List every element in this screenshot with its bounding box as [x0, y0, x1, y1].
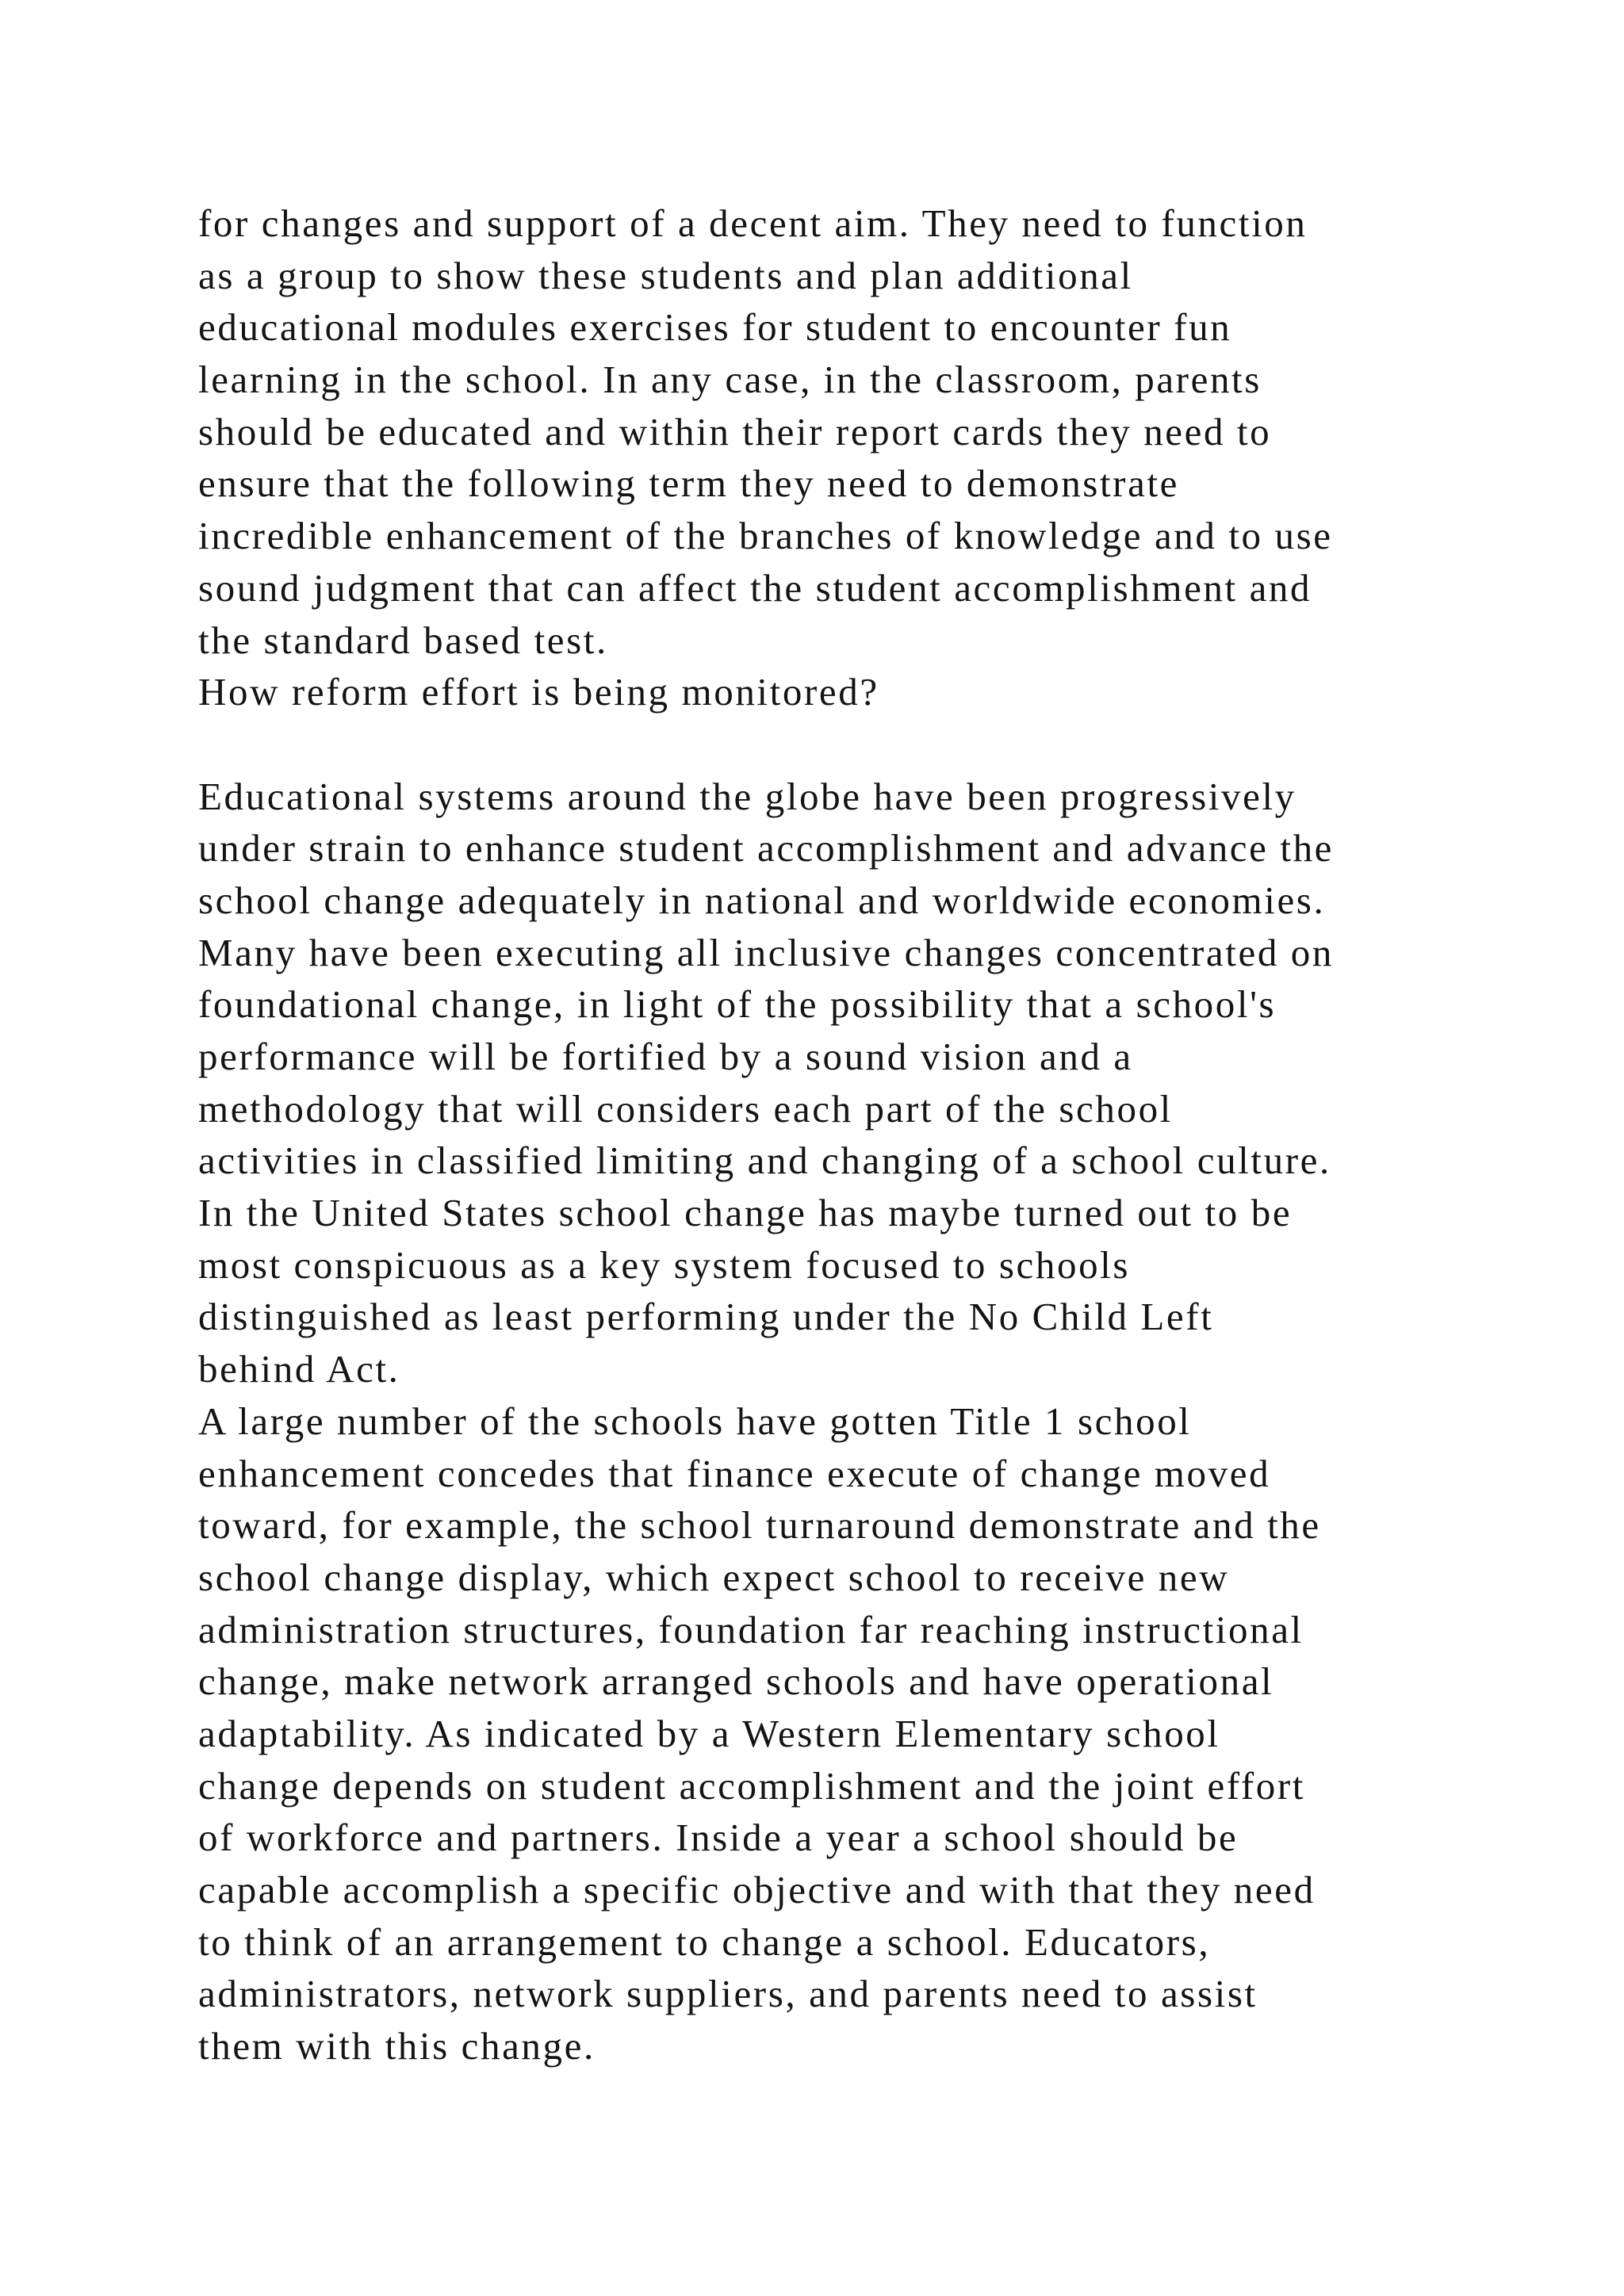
text-line: ensure that the following term they need to demonstrate — [198, 461, 1180, 506]
text-line: performance will be fortified by a sound vision and a — [198, 1035, 1133, 1078]
text-line: behind Act. — [198, 1347, 400, 1391]
document-body — [198, 197, 1507, 2072]
blank-line — [198, 718, 1507, 771]
text-line: activities in classified limiting and changing of a school culture. — [198, 1138, 1331, 1183]
text-line: distinguished as least performing under the No Child Left — [198, 1295, 1214, 1339]
text-line: methodology that will considers each part of the school — [198, 1086, 1173, 1131]
text-line: the standard based test. — [198, 618, 608, 662]
text-line: most conspicuous as a key system focused to schools — [198, 1242, 1131, 1287]
text-line: school change display, which expect school to receive new — [198, 1555, 1230, 1599]
text-line: Many have been executing all inclusive changes concentrated on — [198, 930, 1334, 974]
text-line: as a group to show these students and plan additional — [198, 253, 1133, 297]
text-line: should be educated and within their report cards they need to — [198, 409, 1272, 453]
text-line: enhancement concedes that finance execute of change moved — [198, 1451, 1271, 1495]
text-line: In the United States school change has maybe turned out to be — [198, 1191, 1293, 1235]
text-line: adaptability. As indicated by a Western Elementary school — [198, 1711, 1220, 1755]
section-heading: How reform effort is being monitored? — [198, 670, 879, 714]
text-line: toward, for example, the school turnaround demonstrate and the — [198, 1503, 1321, 1548]
text-line: Educational systems around the globe have been progressively — [198, 774, 1297, 818]
text-line: foundational change, in light of the possibility that a school's — [198, 982, 1277, 1027]
text-line: them with this change. — [198, 2024, 596, 2068]
text-line: for changes and support of a decent aim. They need to function — [198, 201, 1308, 245]
text-line: under strain to enhance student accomplishment and advance the — [198, 826, 1335, 871]
text-line: to think of an arrangement to change a school. Educators, — [198, 1919, 1211, 1964]
text-line: of workforce and partners. Inside a year a school should be — [198, 1816, 1239, 1860]
text-line: change depends on student accomplishment and the joint effort — [198, 1763, 1305, 1808]
text-line: change, make network arranged schools and have operational — [198, 1659, 1274, 1704]
text-line: administration structures, foundation far reaching instructional — [198, 1607, 1304, 1651]
text-line: A large number of the schools have gotten Title 1 school — [198, 1399, 1192, 1443]
text-line: administrators, network suppliers, and parents need to assist — [198, 1972, 1258, 2016]
text-line: educational modules exercises for student to encounter fun — [198, 305, 1232, 350]
text-line: capable accomplish a specific objective and with that they need — [198, 1868, 1316, 1911]
text-line: learning in the school. In any case, in the classroom, parents — [198, 358, 1262, 402]
text-line: incredible enhancement of the branches of knowledge and to use — [198, 514, 1333, 558]
text-line: school change adequately in national and worldwide economies. — [198, 878, 1326, 922]
text-line: sound judgment that can affect the student accomplishment and — [198, 565, 1312, 610]
